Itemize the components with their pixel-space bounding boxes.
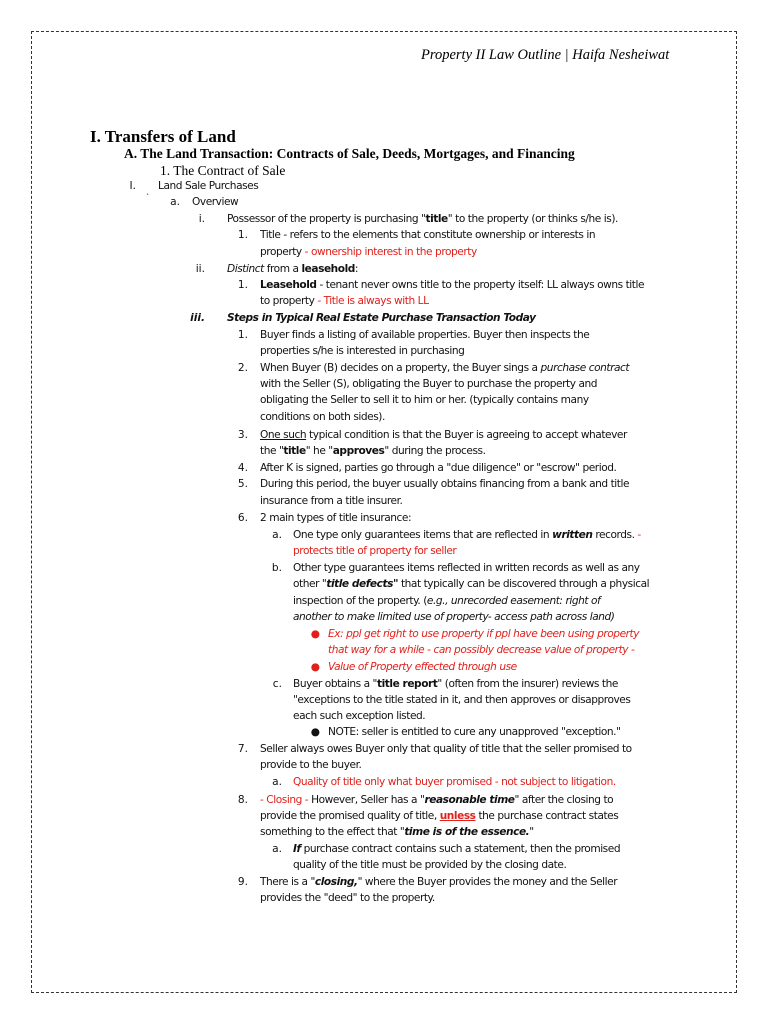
outline-marker-ii: ii. — [195, 263, 205, 275]
title-definition-line-1: Title - refers to the elements that constitute ownership or interests in — [260, 229, 596, 241]
step-marker-4: 4. — [237, 462, 248, 474]
leasehold-line-2: to property - Title is always with LL — [260, 295, 429, 307]
title-definition-line-2: property - ownership interest in the property — [260, 246, 477, 258]
step-6a-line-1: One type only guarantees items that are reflected in written records. - — [293, 529, 641, 541]
heading-level-1: I. Transfers of Land — [90, 127, 236, 146]
step-6b-bullet-2-line-1: Value of Property effected through use — [328, 661, 517, 673]
step-6b-line-4: another to make limited use of property- access path across land) — [293, 611, 615, 623]
step-6-marker-a: a. — [272, 529, 282, 541]
filled-circle-bullet-icon: ● — [310, 628, 320, 640]
stray-mark: ` — [146, 193, 150, 202]
step-marker-6: 6. — [237, 512, 248, 524]
step-7-line-2: provide to the buyer. — [260, 759, 362, 771]
step-9-line-2: provides the "deed" to the property. — [260, 892, 435, 904]
step-6-line-1: 2 main types of title insurance: — [260, 512, 412, 524]
step-7-line-1: Seller always owes Buyer only that quality of title that the seller promised to — [260, 743, 632, 755]
step-6c-line-3: each such exception listed. — [293, 710, 426, 722]
filled-circle-bullet-icon: ● — [310, 661, 320, 673]
step-1-line-2: properties s/he is interested in purchasing — [260, 345, 465, 357]
outline-item-possessor: Possessor of the property is purchasing "title" to the property (or thinks s/he is). — [227, 213, 618, 225]
step-marker-7: 7. — [237, 743, 248, 755]
step-2-line-2: with the Seller (S), obligating the Buyer to purchase the property and — [260, 378, 598, 390]
step-8-line-3: something to the effect that "time is of the essence." — [260, 826, 534, 838]
step-8-line-2: provide the promised quality of title, unless the purchase contract states — [260, 810, 619, 822]
step-6-marker-b: b. — [271, 562, 282, 574]
filled-circle-bullet-icon: ● — [310, 726, 320, 738]
step-6c-line-1: Buyer obtains a "title report" (often from the insurer) reviews the — [293, 678, 618, 690]
step-3-line-1: One such typical condition is that the Buyer is agreeing to accept whatever — [260, 429, 627, 441]
outline-marker-a: a. — [170, 196, 180, 208]
step-marker-1: 1. — [237, 329, 248, 341]
page-header: Property II Law Outline | Haifa Nesheiwat — [421, 47, 670, 63]
step-6b-line-2: other "title defects" that typically can be discovered through a physical — [293, 578, 650, 590]
step-6b-line-1: Other type guarantees items reflected in written records as well as any — [293, 562, 640, 574]
outline-item-distinct: Distinct from a leasehold: — [227, 263, 359, 275]
step-1-line-1: Buyer finds a listing of available properties. Buyer then inspects the — [260, 329, 590, 341]
outline-item-steps: Steps in Typical Real Estate Purchase Transaction Today — [227, 312, 536, 324]
outline-item-overview: Overview — [192, 196, 239, 208]
step-6b-line-3: inspection of the property. (e.g., unrecorded easement: right of — [293, 595, 601, 607]
step-5-line-1: During this period, the buyer usually obtains financing from a bank and title — [260, 478, 630, 490]
step-7-marker-a: a. — [272, 776, 282, 788]
outline-marker-i-1: 1. — [237, 229, 248, 241]
step-8a-line-1: If purchase contract contains such a statement, then the promised — [293, 843, 621, 855]
outline-item-land-sale-purchases: Land Sale Purchases — [158, 180, 259, 192]
step-9-line-1: There is a "closing," where the Buyer provides the money and the Seller — [260, 876, 618, 888]
step-6-marker-c: c. — [272, 678, 282, 690]
step-8-line-1: - Closing - However, Seller has a "reasonable time" after the closing to — [260, 794, 614, 806]
step-marker-5: 5. — [237, 478, 248, 490]
step-2-line-1: When Buyer (B) decides on a property, the Buyer sings a purchase contract — [260, 362, 630, 374]
outline-marker-roman-I: I. — [129, 180, 136, 192]
heading-level-2: A. The Land Transaction: Contracts of Sale, Deeds, Mortgages, and Financing — [124, 146, 575, 161]
step-6c-bullet-1: NOTE: seller is entitled to cure any unapproved "exception." — [328, 726, 621, 738]
step-6b-bullet-1-line-2: that way for a while - can possibly decrease value of property - — [328, 644, 635, 656]
leasehold-line-1: Leasehold - tenant never owns title to the property itself: LL always owns title — [260, 279, 645, 291]
step-marker-9: 9. — [237, 876, 248, 888]
step-7a-line-1: Quality of title only what buyer promised - not subject to litigation. — [293, 776, 616, 788]
step-6a-line-2: protects title of property for seller — [293, 545, 457, 557]
step-marker-8: 8. — [237, 794, 248, 806]
step-8-marker-a: a. — [272, 843, 282, 855]
step-5-line-2: insurance from a title insurer. — [260, 495, 403, 507]
step-2-line-4: conditions on both sides). — [260, 411, 385, 423]
step-6b-bullet-1-line-1: Ex: ppl get right to use property if ppl have been using property — [328, 628, 640, 640]
step-8a-line-2: quality of the title must be provided by the closing date. — [293, 859, 567, 871]
step-6c-line-2: "exceptions to the title stated in it, and then approves or disapproves — [293, 694, 631, 706]
step-marker-2: 2. — [237, 362, 248, 374]
outline-marker-ii-1: 1. — [237, 279, 248, 291]
step-4-line-1: After K is signed, parties go through a "due diligence" or "escrow" period. — [260, 462, 617, 474]
step-3-line-2: the "title" he "approves" during the process. — [260, 445, 486, 457]
heading-level-3: 1. The Contract of Sale — [160, 163, 286, 178]
step-2-line-3: obligating the Seller to sell it to him or her. (typically contains many — [260, 394, 589, 406]
outline-marker-i: i. — [198, 213, 205, 225]
step-marker-3: 3. — [237, 429, 248, 441]
outline-marker-iii: iii. — [190, 312, 205, 324]
